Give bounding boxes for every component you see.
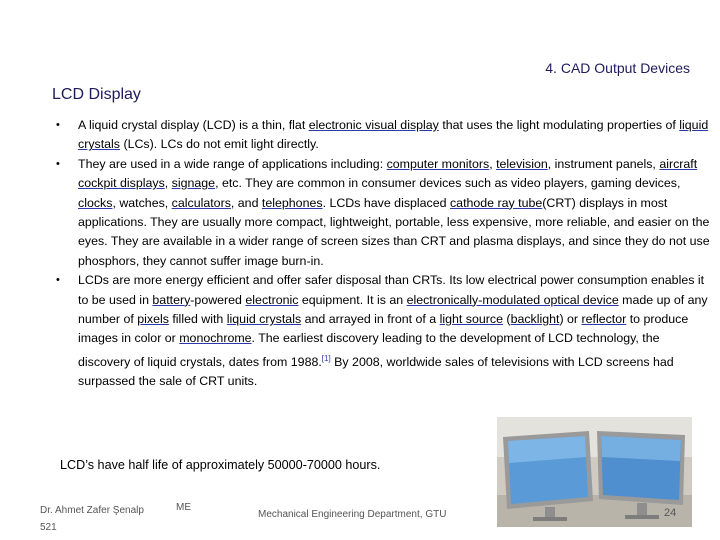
bullet-dot-icon: • [56,119,60,131]
text-run: ) or [559,312,582,327]
section-title: 4. CAD Output Devices [545,60,690,76]
bullet-item [56,271,712,392]
hyperlink[interactable]: electronically-modulated optical device [406,292,619,307]
text-run: . The earliest discovery leading to the development of LCD technology, the discovery of liquid crystals, dates from 1988. [78,331,660,369]
hyperlink[interactable]: calculators [171,195,231,210]
hyperlink[interactable]: clocks [78,195,113,210]
text-run: A liquid crystal display ( [78,118,207,132]
text-run: (CRT) displays in most applications. They are usually more compact, lightweight, portable, less expensive, more reliable, and easier on the eyes. They are available in a wider range of screen sizes than CRT and plasma displays, and since they do not use phosphors, they cannot suffer image burn-in. [78,195,710,268]
bullet-text [78,273,708,388]
text-run: , [164,176,172,191]
text-run: , and [230,195,262,210]
hyperlink[interactable]: aircraft cockpit displays [78,156,698,191]
footer-department: Mechanical Engineering Department, GTU [258,509,447,520]
text-run: made up of any number of [78,292,708,327]
hyperlink[interactable]: computer monitors [386,156,490,171]
hyperlink[interactable]: monochrome [179,331,252,346]
footer-author [40,502,144,536]
text-run: , instrument panels, [547,156,660,171]
hyperlink[interactable]: signage [171,176,216,191]
hyperlink[interactable]: electronic visual display [308,118,439,132]
lcd-monitors-photo [497,417,692,527]
citation-link[interactable]: [1] [321,353,331,363]
text-run: that uses the light modulating properties of [438,118,680,132]
text-run: (LCs). LCs do not emit light directly. [120,137,319,152]
bullet-dot-icon: • [56,157,60,170]
text-run: , etc. They are common in consumer devices such as video players, gaming devices, [215,176,681,191]
text-run: -powered [190,292,246,307]
text-run: LCDs are more energy efficient and offer safer disposal than CRTs. Its low electrical power consumption enables it to be used in [78,273,705,307]
lcd-monitors-image [497,417,692,527]
page-number: 24 [664,507,677,519]
text-run: They are used in a wide range of applications including: [78,156,387,171]
text-run: . LCDs have displaced [322,195,450,210]
hyperlink[interactable]: backlight [510,312,560,327]
hyperlink[interactable]: liquid crystals [226,312,302,327]
text-run: filled with [168,312,227,327]
footer-course: ME [176,502,191,513]
bullet-dot-icon: • [56,274,60,287]
hyperlink[interactable]: battery [152,292,191,307]
text-run: , [489,156,497,171]
footer-author-name: Dr. Ahmet Zafer Şenalp [40,505,144,516]
text-run: to produce images in color or [78,312,689,346]
bullet-text [78,157,710,268]
slide-title: LCD Display [52,86,141,103]
footer-author-number: 521 [40,522,57,533]
text-run: LCD [206,118,232,132]
hyperlink[interactable]: electronic [245,292,299,307]
bullet-text [78,118,708,151]
text-run: , watches, [112,195,172,210]
bullet-list [56,116,712,392]
hyperlink[interactable]: telephones [261,195,323,210]
bullet-item [56,155,712,271]
text-run: By 2008, worldwide sales of televisions with LCD screens had surpassed the sale of CRT units. [78,355,674,389]
hyperlink[interactable]: liquid crystals [78,118,709,152]
text-run: ) is a thin, flat [231,118,309,132]
half-life-note: LCD’s have half life of approximately 50000-70000 hours. [60,458,381,472]
hyperlink[interactable]: light source [439,312,503,327]
text-run: and arrayed in front of a [301,312,440,327]
hyperlink[interactable]: cathode ray tube [449,195,543,210]
hyperlink[interactable]: pixels [137,312,169,327]
text-run: equipment. It is an [298,292,407,307]
bullet-item [56,116,712,155]
hyperlink[interactable]: television [496,156,548,171]
hyperlink[interactable]: reflector [581,312,627,327]
text-run: ( [502,312,511,327]
